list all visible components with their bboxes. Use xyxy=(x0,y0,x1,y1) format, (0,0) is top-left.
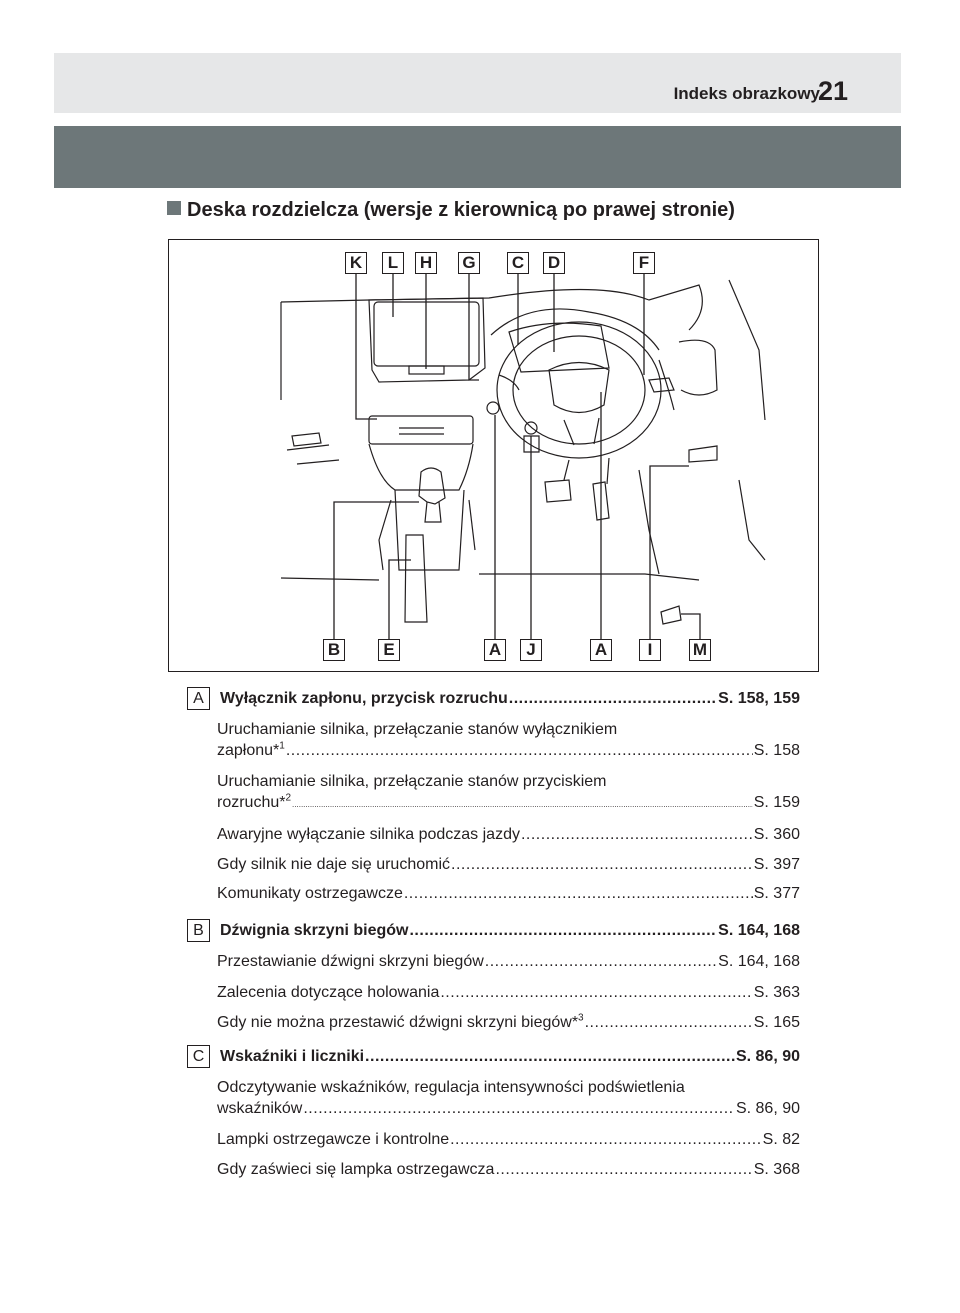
callout-label-a: A xyxy=(590,639,612,661)
sub-item-pages: S. 363 xyxy=(753,984,800,1001)
sub-item-pages: S. 159 xyxy=(753,794,800,811)
callout-label-c: C xyxy=(507,252,529,274)
sub-item-pages: S. 165 xyxy=(753,1014,800,1031)
callout-label-h: H xyxy=(415,252,437,274)
callout-label-l: L xyxy=(382,252,404,274)
sub-item-text: Komunikaty ostrzegawcze xyxy=(217,885,403,902)
entry-title-row xyxy=(220,922,800,940)
sub-item-row xyxy=(217,1014,800,1032)
callout-label-m: M xyxy=(689,639,711,661)
entry-key: B xyxy=(187,919,210,942)
sub-item-row xyxy=(217,742,800,760)
leader-dots xyxy=(404,885,753,903)
callout-label-a: A xyxy=(484,639,506,661)
leader-dots xyxy=(451,856,753,874)
callout-label-j: J xyxy=(520,639,542,661)
sub-item-row xyxy=(217,1131,800,1149)
leader-dots xyxy=(365,1048,735,1066)
leader-dots xyxy=(303,1100,735,1118)
sub-item-pages: S. 158 xyxy=(753,742,800,759)
sub-item-text: Gdy silnik nie daje się uruchomić xyxy=(217,856,450,873)
sub-item-pages: S. 368 xyxy=(753,1161,800,1178)
square-bullet-icon xyxy=(167,201,181,215)
entry-pages: S. 164, 168 xyxy=(718,922,800,939)
sub-item-row xyxy=(217,885,800,903)
page-number: 21 xyxy=(818,76,849,106)
callout-label-i: I xyxy=(639,639,661,661)
leader-dots xyxy=(485,953,717,971)
dashboard-drawing xyxy=(169,240,820,673)
entry-pages: S. 158, 159 xyxy=(718,690,800,707)
sub-item-text: Gdy nie można przestawić dźwigni skrzyni biegów*$^3$ xyxy=(217,1012,584,1031)
sub-item-row xyxy=(217,984,800,1002)
sub-item-text: wskaźników xyxy=(217,1100,303,1117)
chapter-bar xyxy=(54,126,901,188)
callout-label-k: K xyxy=(345,252,367,274)
callout-label-b: B xyxy=(323,639,345,661)
entry-pages: S. 86, 90 xyxy=(735,1048,800,1065)
sub-item-pages: S. 397 xyxy=(753,856,800,873)
leader-dots xyxy=(440,984,752,1002)
leader-dots xyxy=(409,922,717,940)
entry-title-row xyxy=(220,690,800,708)
leader-dots xyxy=(450,1131,762,1149)
sub-item-text: rozruchu*$^2$ xyxy=(217,792,292,811)
sub-item-text: Awaryjne wyłączanie silnika podczas jazdy xyxy=(217,826,520,843)
sub-item-text: Zalecenia dotyczące holowania xyxy=(217,984,440,1001)
sub-item-text: Uruchamianie silnika, przełączanie stanów przyciskiem xyxy=(217,773,607,790)
sub-item-row xyxy=(217,953,800,971)
header-band xyxy=(54,53,901,113)
sub-item-row xyxy=(217,1161,800,1179)
entry-title-row xyxy=(220,1048,800,1066)
sub-item-text: Odczytywanie wskaźników, regulacja intensywności podświetlenia xyxy=(217,1079,685,1096)
callout-label-d: D xyxy=(543,252,565,274)
sub-item-pages: S. 377 xyxy=(753,885,800,902)
sub-item-text: Uruchamianie silnika, przełączanie stanów wyłącznikiem xyxy=(217,721,618,738)
entry-key: C xyxy=(187,1045,210,1068)
section-title-text: Deska rozdzielcza (wersje z kierownicą po prawej stronie) xyxy=(187,199,735,221)
sub-item-pages: S. 86, 90 xyxy=(735,1100,800,1117)
leader-dots xyxy=(286,742,753,760)
leader-dots xyxy=(495,1161,752,1179)
leader-dots xyxy=(585,1014,753,1032)
callout-label-e: E xyxy=(378,639,400,661)
section-title xyxy=(167,199,735,222)
entry-title: Wyłącznik zapłonu, przycisk rozruchu xyxy=(220,690,508,707)
entry-key: A xyxy=(187,687,210,710)
leader-dots xyxy=(292,794,753,812)
entry-title: Wskaźniki i liczniki xyxy=(220,1048,365,1065)
leader-dots xyxy=(509,690,717,708)
sub-item-text: Gdy zaświeci się lampka ostrzegawcza xyxy=(217,1161,495,1178)
entry-title: Dźwignia skrzyni biegów xyxy=(220,922,409,939)
sub-item-text: zapłonu*$^1$ xyxy=(217,740,285,759)
callout-label-f: F xyxy=(633,252,655,274)
sub-item-row xyxy=(217,794,800,812)
sub-item-row xyxy=(217,826,800,844)
header-title: Indeks obrazkowy xyxy=(673,84,820,103)
sub-item-text: Lampki ostrzegawcze i kontrolne xyxy=(217,1131,450,1148)
callout-label-g: G xyxy=(458,252,480,274)
sub-item-row xyxy=(217,1100,800,1118)
sub-item-pages: S. 164, 168 xyxy=(718,953,800,970)
sub-item-text: Przestawianie dźwigni skrzyni biegów xyxy=(217,953,484,970)
sub-item-row xyxy=(217,856,800,874)
leader-dots xyxy=(521,826,753,844)
sub-item-pages: S. 360 xyxy=(753,826,800,843)
dashboard-illustration xyxy=(168,239,819,672)
sub-item-pages: S. 82 xyxy=(762,1131,800,1148)
